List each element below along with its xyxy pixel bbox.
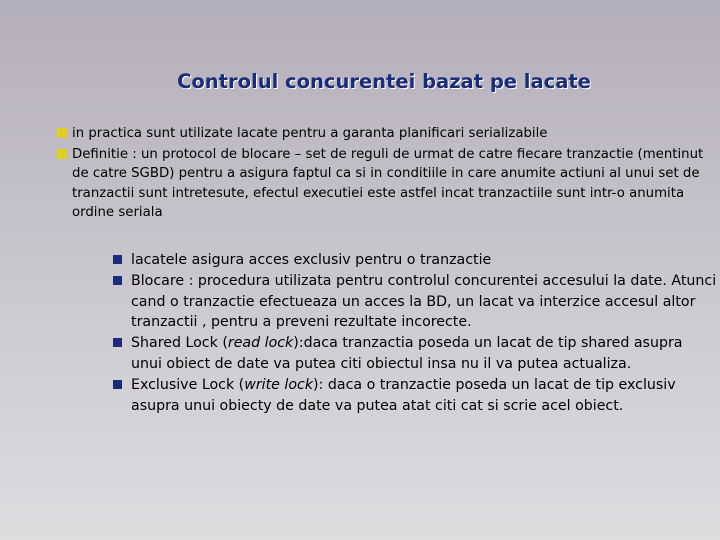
square-bullet-icon <box>57 128 67 138</box>
list-item <box>56 124 716 144</box>
top-bullet-list <box>56 124 716 224</box>
square-bullet-icon <box>113 338 122 347</box>
paren-open: ( <box>234 376 245 393</box>
paren-close: ): <box>293 335 304 352</box>
list-item <box>56 145 716 223</box>
square-bullet-icon <box>113 255 122 264</box>
write-lock-term: write lock <box>244 376 314 393</box>
exclusive-lock-term: Exclusive Lock <box>131 376 235 393</box>
paren-open: ( <box>217 335 228 352</box>
shared-lock-desc: daca tranzactia poseda un lacat de tip shared asupra unui obiect de date va putea citi obiectul insa nu il va putea actualiza. <box>131 335 683 372</box>
list-item <box>113 375 717 417</box>
sub-bullet-list <box>113 250 717 416</box>
list-item <box>113 250 717 271</box>
bullet-text: lacatele asigura acces exclusiv pentru o tranzactie <box>131 252 492 268</box>
square-bullet-icon <box>113 380 122 389</box>
exclusive-lock-desc: daca o tranzactie poseda un lacat de tip exclusiv asupra unui obiecty de date va putea atat citi cat si scrie acel obiect. <box>131 376 676 414</box>
bullet-text: in practica sunt utilizate lacate pentru a garanta planificari serializabile <box>72 126 548 141</box>
shared-lock-term: Shared Lock <box>131 335 218 352</box>
list-item <box>113 271 717 333</box>
list-item <box>113 333 717 375</box>
square-bullet-icon <box>57 149 67 159</box>
bullet-text: Definitie : un protocol de blocare – set de reguli de urmat de catre fiecare tranzactie (mentinut de catre SGBD) pentru a asigura faptul ca si in conditiile in care anumite actiuni al unui set de tranzactii sunt intretesute, efectul executiei este astfel incat tranzactiile sunt intr-o anumita ordine seriala <box>72 146 704 220</box>
bullet-text: Blocare : procedura utilizata pentru controlul concurentei accesului la date. Atunci cand o tranzactie efectueaza un acces la BD, un lacat va interzice accesul altor tranzactii , pentru a preveni rezultate incorecte. <box>131 272 717 331</box>
read-lock-term: read lock <box>227 335 294 352</box>
paren-close: ): <box>313 376 324 393</box>
slide-title: Controlul concurentei bazat pe lacate <box>177 70 591 93</box>
square-bullet-icon <box>113 276 122 285</box>
